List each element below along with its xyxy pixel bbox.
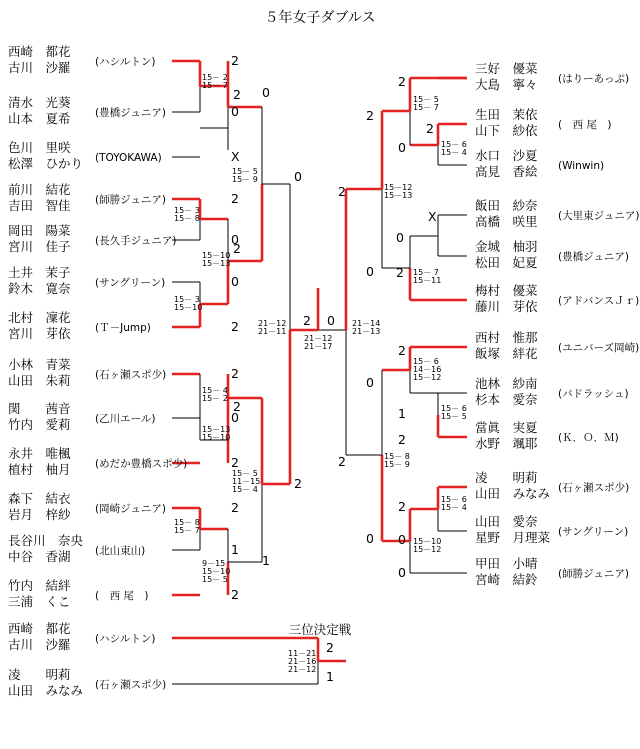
club-name: (ユニバーズ岡崎) [558,342,640,354]
player-name: 植村 柚月 [8,462,71,477]
round2-result: 2 [233,241,241,256]
player-name: 竹内 結絆 [8,578,71,593]
club-name: (石ヶ瀬スポ少) [95,369,167,381]
round1-result: 1 [398,406,406,421]
player-name: 土井 茉子 [8,265,71,280]
player-name: 中谷 香湖 [8,549,71,564]
set-score: 15－ 8 [174,518,200,527]
club-name: (岡崎ジュニア) [95,503,166,515]
club-name: (Winwin) [558,160,605,172]
player-name: 藤川 芽依 [475,299,538,314]
round1-result: 2 [231,191,239,206]
set-score: 15－10 [413,537,442,546]
player-name: 松澤 ひかり [8,156,84,171]
set-score: 15－ 2 [202,73,228,82]
round1-result: 2 [231,587,239,602]
player-name: 梅村 優菜 [475,283,538,298]
round1-result: 2 [231,319,239,334]
third-place-title: 三位決定戦 [288,622,352,637]
third-place-result: 1 [326,669,334,684]
set-score: 15－12 [413,545,442,554]
bracket-labels [8,44,639,698]
player-name: 永井 唯楓 [8,446,71,461]
player-name: 松田 妃夏 [475,255,538,270]
final-result: 2 [303,313,311,328]
player-name: 竹内 愛莉 [8,417,71,432]
round1-result: 0 [231,104,239,119]
club-name: (豊橋ジュニア) [95,107,166,119]
set-score: 21－17 [304,342,333,351]
round1-result: 2 [231,366,239,381]
player-name: 三好 優菜 [475,61,538,76]
round3-result: 0 [366,375,374,390]
player-name: 高見 香絵 [475,164,538,179]
round1-result: 2 [398,343,406,358]
set-score: 15－ 5 [413,95,439,104]
player-name: 西崎 都花 [8,44,71,59]
set-score: 15－13 [202,425,231,434]
club-name: (サングリーン) [558,526,629,538]
player-name: 鈴木 寛奈 [8,281,71,296]
round3-result: 2 [366,108,374,123]
round2-result: 2 [233,399,241,414]
round1-result: 2 [398,499,406,514]
set-score: 15－ 9 [384,460,410,469]
round1-result: X [428,209,437,224]
player-name: 杉本 愛奈 [475,392,538,407]
set-score: 15－ 4 [441,148,467,157]
player-name: 小林 青菜 [8,357,71,372]
club-name: (はりーあっぷ) [558,73,630,85]
set-score: 15－13 [202,259,231,268]
set-score: 15－12 [384,183,413,192]
player-name: 岡田 陽菜 [8,223,71,238]
final-result: 0 [327,313,335,328]
player-name: 北村 凜花 [8,310,71,325]
set-score: 15－ 5 [441,412,467,421]
set-score: 15－11 [413,276,442,285]
set-score: 15－ 3 [174,295,200,304]
round2-result: 2 [233,87,241,102]
player-name: 古川 沙羅 [8,60,71,75]
player-name: 関 茜音 [8,401,71,416]
set-score: 15－ 6 [413,357,439,366]
club-name: (豊橋ジュニア) [558,251,629,263]
set-score: 15－ 3 [174,206,200,215]
set-score: 15－ 4 [232,485,258,494]
set-score: 15－ 5 [232,167,258,176]
set-score: 21－12 [258,319,287,328]
set-score: 21－12 [304,334,333,343]
player-name: 前川 結花 [8,182,71,197]
page-title: ５年女子ダブルス [264,10,376,26]
club-name: (石ヶ瀬スポ少) [558,482,630,494]
set-score: 15－ 8 [174,214,200,223]
club-name: (TOYOKAWA) [95,152,162,164]
set-score: 21－14 [352,319,381,328]
set-score: 11－21 [288,649,317,658]
set-score: 21－13 [352,327,381,336]
player-name: 池林 紗南 [475,376,538,391]
player-name: 森下 結衣 [8,491,71,506]
club-name: ( 西 尾 ) [558,119,612,131]
round1-result: 2 [396,265,404,280]
round3-result: 2 [294,476,302,491]
round3-result: 0 [294,169,302,184]
round1-result: 0 [231,410,239,425]
player-name: 凌 明莉 [8,667,71,682]
set-score: 15－10 [202,251,231,260]
round1-result: 2 [231,53,239,68]
player-name: 水野 颯耶 [475,436,538,451]
set-score: 15－ 7 [202,81,228,90]
player-name: 山田 みなみ [8,683,84,698]
set-score: 15－ 5 [202,575,228,584]
set-score: 15－12 [413,373,442,382]
set-score: 21－16 [288,657,317,666]
club-name: (ハシルトン) [95,56,156,68]
club-name: (長久手ジュニア) [95,235,177,247]
player-name: 西村 惟那 [475,330,538,345]
club-name: ( 西 尾 ) [95,590,149,602]
player-name: 宮川 佳子 [8,239,71,254]
club-name: (乙川エール) [95,413,156,425]
player-name: 當眞 実夏 [475,420,538,435]
club-name: (Ｔ－Jump) [95,322,151,334]
player-name: 岩月 梓紗 [8,507,71,522]
set-score: 15－ 8 [384,452,410,461]
round2-result: 1 [262,553,270,568]
round1-result: 2 [426,121,434,136]
round1-result: 2 [398,74,406,89]
round1-result: 2 [231,500,239,515]
set-score: 15－ 7 [174,526,200,535]
set-score: 15－ 7 [413,103,439,112]
set-score: 9－15 [202,559,226,568]
round1-result: 2 [231,455,239,470]
player-name: 飯塚 絆花 [475,346,538,361]
player-name: 西崎 都花 [8,621,71,636]
round1-result: 1 [231,542,239,557]
set-score: 11－15 [232,477,261,486]
round1-result: 0 [231,274,239,289]
round1-result: 0 [396,230,404,245]
club-name: (ハシルトン) [95,633,156,645]
round1-result: 0 [398,140,406,155]
round1-result: 0 [231,232,239,247]
player-name: 宮川 芽依 [8,326,71,341]
player-name: 古川 沙羅 [8,637,71,652]
set-score: 15－ 7 [413,268,439,277]
club-name: (Ｋ．Ｏ．Ｍ) [558,432,619,444]
round1-result: 0 [398,532,406,547]
player-name: 大島 寧々 [475,77,538,92]
set-score: 21－11 [258,327,287,336]
set-score: 15－10 [202,567,231,576]
club-name: (師勝ジュニア) [95,194,166,206]
club-name: (大里東ジュニア) [558,210,640,222]
club-name: (めだか豊橋スポ少) [95,458,188,470]
set-score: 15－10 [174,303,203,312]
player-name: 山本 夏希 [8,111,71,126]
player-name: 山田 愛奈 [475,514,538,529]
player-name: 色川 里咲 [8,140,71,155]
set-score: 15－ 5 [232,469,258,478]
club-name: (サングリーン) [95,277,166,289]
player-name: 甲田 小晴 [475,556,538,571]
player-name: 三浦 くこ [8,594,71,609]
player-name: 長谷川 奈央 [8,533,84,548]
set-score: 21－12 [288,665,317,674]
round1-result: X [231,149,240,164]
set-score: 14－16 [413,365,442,374]
player-name: 吉田 智佳 [8,198,71,213]
round3-result: 0 [262,85,270,100]
player-name: 飯田 紗奈 [475,198,538,213]
set-score: 15－ 6 [441,404,467,413]
club-name: (北山東山) [95,545,146,557]
set-score: 15－ 4 [441,503,467,512]
set-score: 15－10 [202,433,231,442]
club-name: (石ヶ瀬スポ少) [95,679,167,691]
player-name: 金城 柚羽 [475,239,538,254]
player-name: 凌 明莉 [475,470,538,485]
set-score: 15－ 4 [202,386,228,395]
player-name: 生田 茉依 [475,107,538,122]
player-name: 高橋 咲里 [475,214,538,229]
player-name: 山田 みなみ [475,486,551,501]
club-name: (アドバンスＪｒ) [558,295,640,307]
round4-result: 2 [338,184,346,199]
round1-result: 0 [398,565,406,580]
round1-result: 2 [398,432,406,447]
round2-result: 0 [366,531,374,546]
set-score: 15－13 [384,191,413,200]
player-name: 水口 沙夏 [475,148,538,163]
set-score: 15－ 2 [202,394,228,403]
set-score: 15－ 6 [441,140,467,149]
player-name: 星野 月理菜 [475,530,551,545]
set-score: 15－ 6 [441,495,467,504]
third-place-result: 2 [326,640,334,655]
set-score: 15－ 9 [232,175,258,184]
player-name: 山田 朱莉 [8,373,71,388]
round3-result: 0 [366,264,374,279]
player-name: 宮崎 結鈴 [475,572,538,587]
club-name: (師勝ジュニア) [558,568,629,580]
player-name: 山下 紗依 [475,123,538,138]
round4-result: 2 [338,454,346,469]
club-name: (バドラッシュ) [558,388,629,400]
player-name: 清水 光葵 [8,95,71,110]
